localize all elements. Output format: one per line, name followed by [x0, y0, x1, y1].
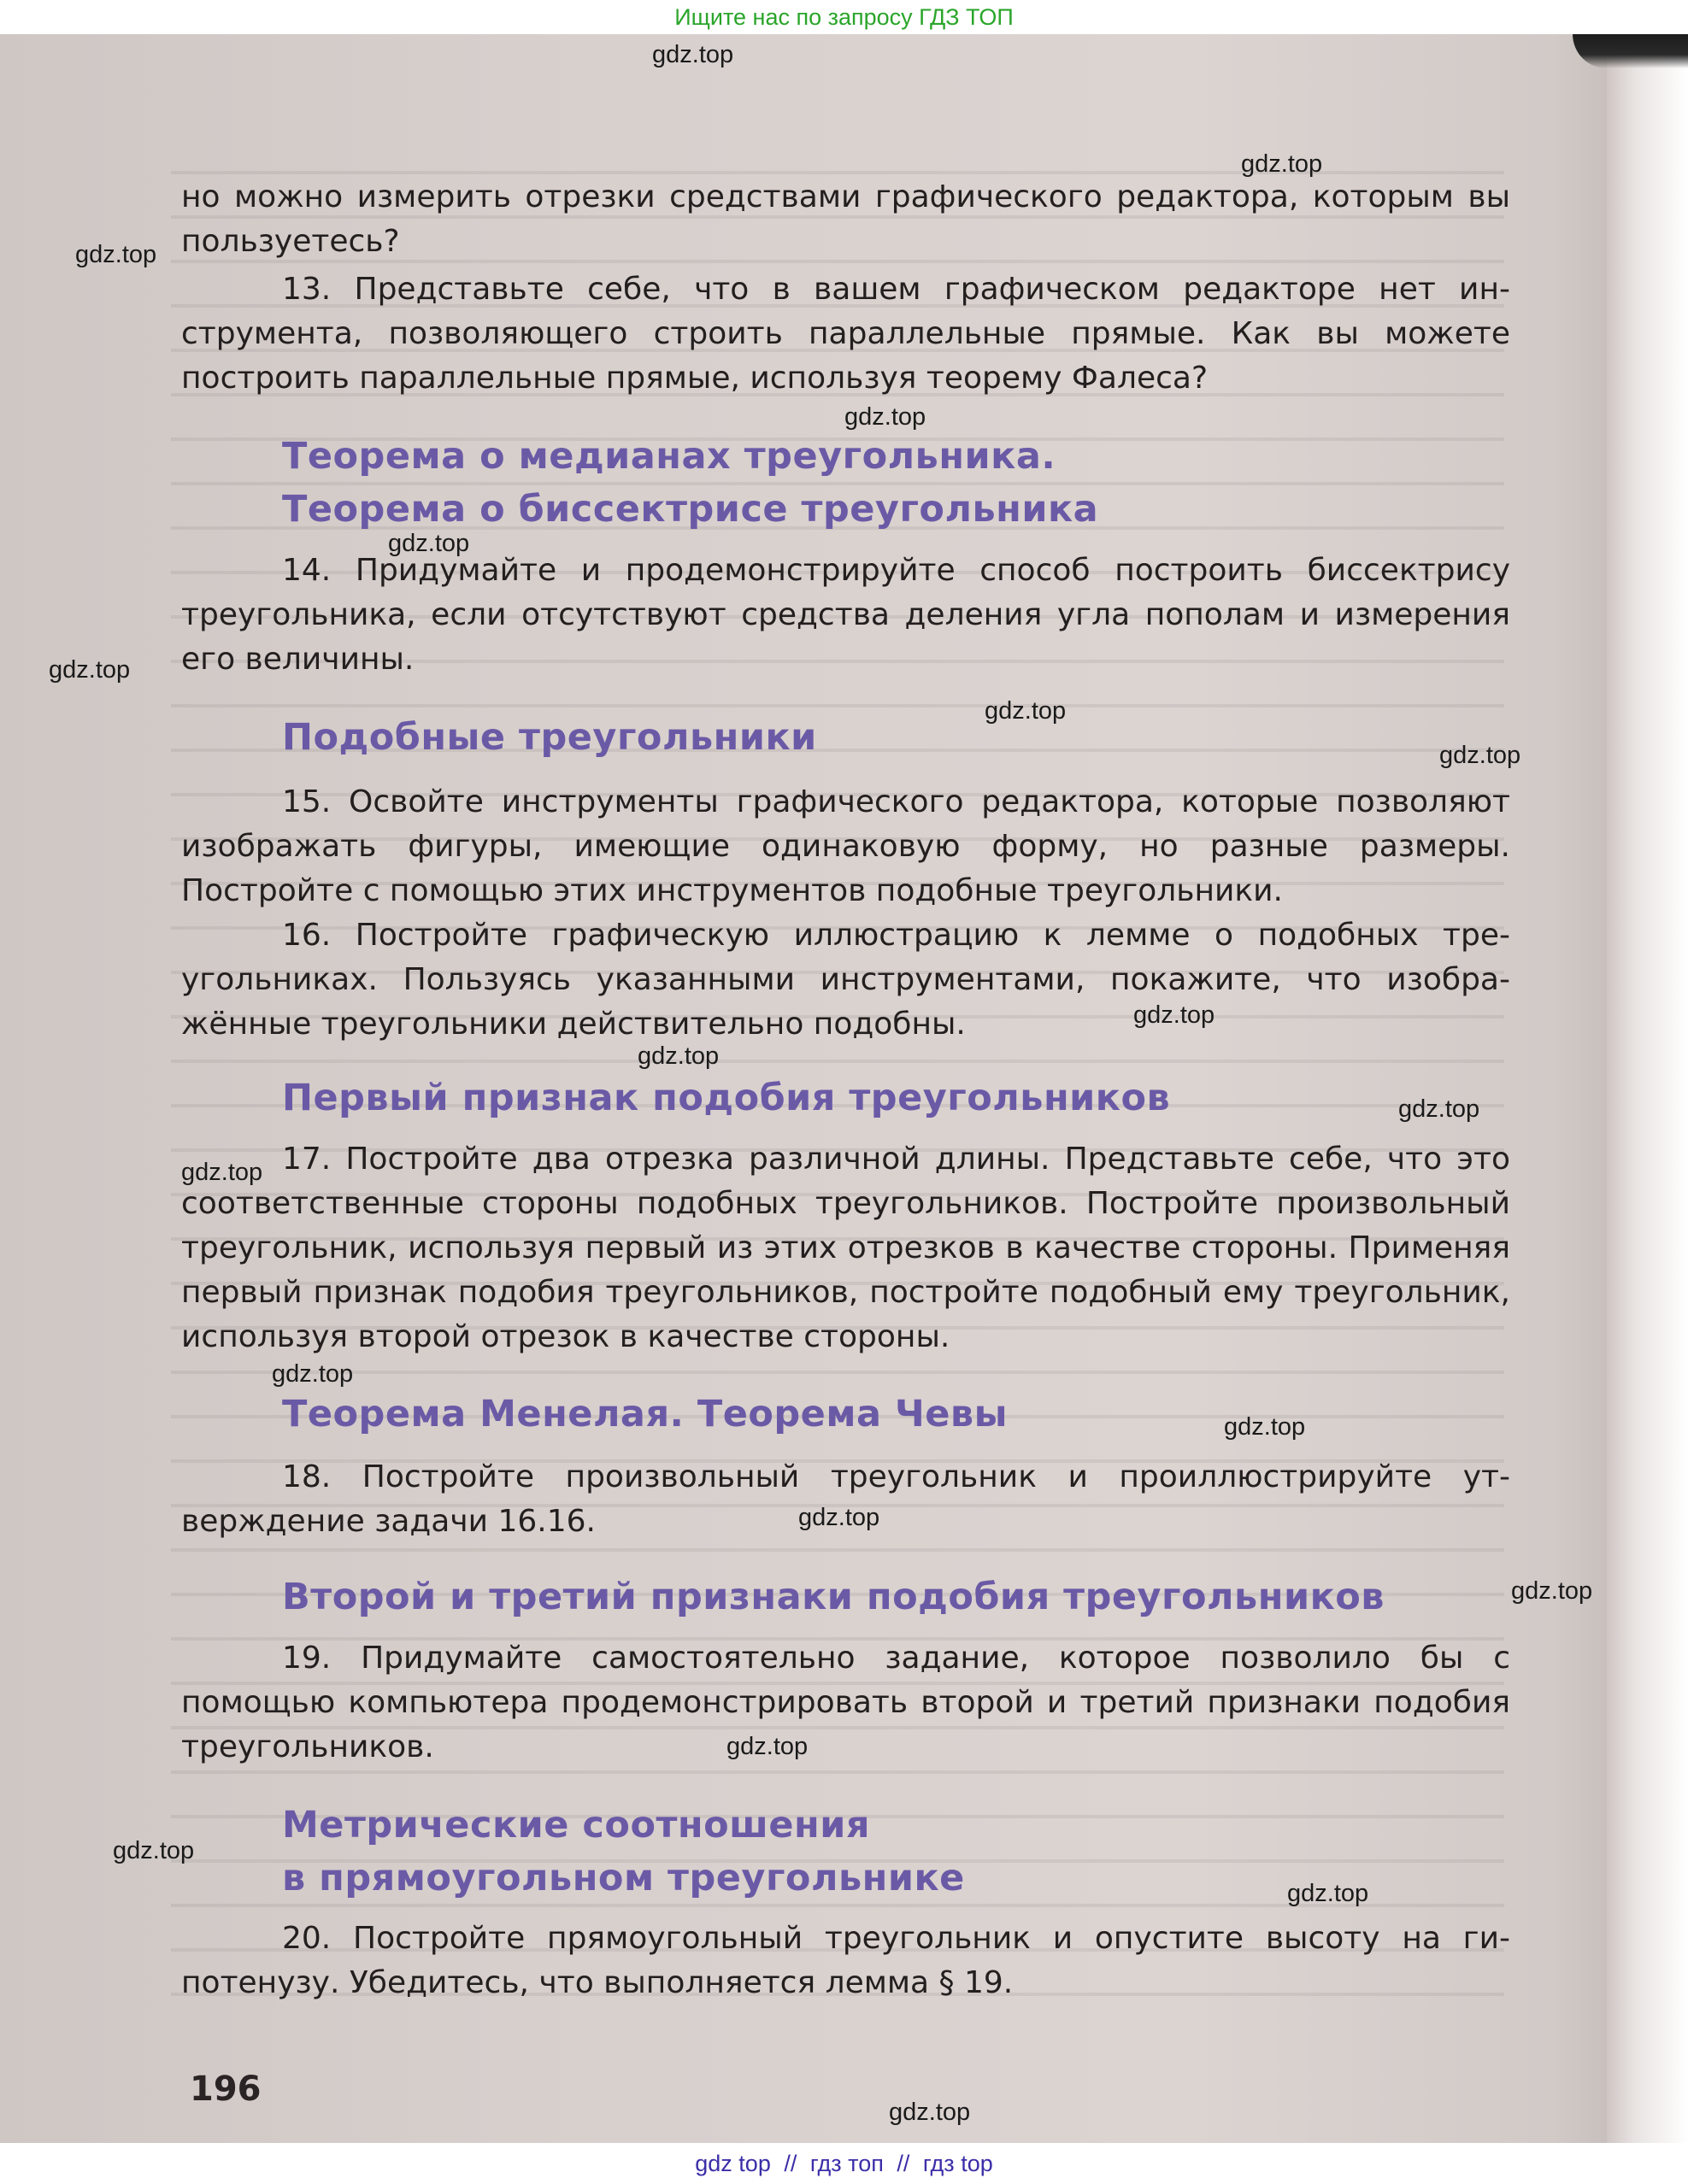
paragraph-15	[181, 780, 1510, 913]
watermark: gdz.top	[726, 1733, 809, 1760]
watermark: gdz.top	[181, 1159, 263, 1186]
paragraph-20-text: 20. Постройте прямоугольный треугольник и опустите высоту на гипотенузу. Убедитесь, что выполняется лемма § 19.	[181, 1921, 1510, 2000]
paragraph-17-text: 17. Постройте два отрезка различной длины. Представьте себе, что это соответственные стороны подобных треугольников. Постройте произвольный треугольник, используя первый из этих отрезков в качестве стороны. Применяя первый признак подобия треугольников, постройте подобный ему треугольник, используя второй отрезок в качестве стороны.	[181, 1142, 1510, 1354]
bottom-link-gdz-top[interactable]: gdz top	[695, 2151, 771, 2176]
page-number: 196	[190, 2070, 262, 2109]
watermark: gdz.top	[1241, 150, 1323, 178]
separator: //	[784, 2151, 797, 2176]
top-banner[interactable]: Ищите нас по запросу ГДЗ ТОП	[0, 0, 1688, 34]
paragraph-20	[181, 1917, 1510, 2005]
heading-line: в прямоугольном треугольнике	[282, 1857, 965, 1899]
watermark: gdz.top	[1439, 742, 1521, 769]
paragraph-14-text: 14. Придумайте и продемонстрируйте способ построить биссектрису треугольника, если отсутствуют средства деления угла пополам и измерения его величины.	[181, 553, 1510, 677]
corner-shadow	[1573, 34, 1688, 68]
paragraph-15-text: 15. Освойте инструменты графического редактора, которые позволяют изображать фигуры, имеющие одинаковую форму, но разные размеры. Постройте с помощью этих инструментов подобные треугольники.	[181, 784, 1510, 908]
heading-line: Теорема о медианах треугольника.	[282, 435, 1056, 478]
paragraph-12-tail: но можно измерить отрезки средствами графического редактора, которым вы пользуетесь?	[181, 179, 1510, 259]
watermark: gdz.top	[113, 1837, 195, 1864]
heading-metric-relations	[282, 1799, 1564, 1905]
bottom-link-gdz-top-mixed[interactable]: гдз top	[922, 2151, 993, 2176]
heading-line: Метрические соотношения	[282, 1804, 870, 1846]
watermark: gdz.top	[844, 403, 926, 431]
heading-menelaus-ceva: Теорема Менелая. Теорема Чевы	[282, 1393, 1008, 1435]
heading-medians-bisector	[282, 430, 1564, 536]
watermark: gdz.top	[1224, 1413, 1306, 1441]
paragraph-13	[181, 267, 1510, 401]
paragraph-13-text: 13. Представьте себе, что в вашем графическом редакторе нет инструмента, позволяющего строить параллельные прямые. Как вы можете построить параллельные прямые, используя теорему Фалеса?	[181, 272, 1510, 396]
bottom-link-gdz-top-ru[interactable]: гдз топ	[809, 2151, 884, 2176]
watermark: gdz.top	[638, 1042, 720, 1070]
paragraph-16-text: 16. Постройте графическую иллюстрацию к лемме о подобных треугольниках. Пользуясь указанными инструментами, покажите, что изображённые треугольники действительно подобны.	[181, 918, 1510, 1042]
bottom-banner	[0, 2143, 1688, 2184]
watermark: gdz.top	[889, 2099, 971, 2126]
watermark: gdz.top	[49, 656, 131, 684]
heading-first-similarity-criterion: Первый признак подобия треугольников	[282, 1077, 1171, 1119]
paragraph-19	[181, 1636, 1510, 1770]
paragraph-19-text: 19. Придумайте самостоятельно задание, которое позволило бы с помощью компьютера продемонстрировать второй и третий признаки подобия треугольников.	[181, 1641, 1510, 1764]
paragraph-14	[181, 549, 1510, 682]
paragraph-18-text: 18. Постройте произвольный треугольник и проиллюстрируйте утверждение задачи 16.16.	[181, 1459, 1510, 1539]
watermark: gdz.top	[388, 530, 470, 557]
watermark: gdz.top	[798, 1504, 880, 1531]
paragraph-17	[181, 1137, 1510, 1359]
watermark: gdz.top	[1287, 1880, 1369, 1907]
watermark: gdz.top	[985, 697, 1067, 725]
watermark: gdz.top	[1133, 1001, 1215, 1029]
paragraph-16	[181, 913, 1510, 1047]
watermark: gdz.top	[652, 41, 734, 68]
watermark: gdz.top	[75, 241, 157, 268]
watermark: gdz.top	[1511, 1577, 1593, 1605]
separator: //	[897, 2151, 910, 2176]
heading-second-third-criteria: Второй и третий признаки подобия треугольников	[282, 1576, 1385, 1618]
heading-similar-triangles: Подобные треугольники	[282, 716, 817, 759]
page-edge	[1607, 34, 1688, 2143]
watermark: gdz.top	[1398, 1095, 1480, 1123]
watermark: gdz.top	[272, 1360, 354, 1388]
heading-line: Теорема о биссектрисе треугольника	[282, 488, 1099, 531]
